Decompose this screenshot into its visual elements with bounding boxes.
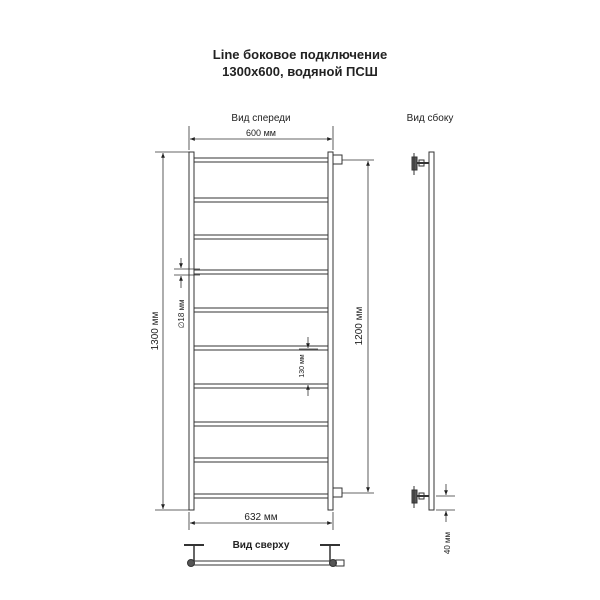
title-line-2: 1300х600, водяной ПСШ — [222, 64, 378, 79]
left-end-cap — [188, 560, 195, 567]
rung — [194, 458, 328, 462]
rung — [194, 494, 328, 498]
dim-tube-diameter: ∅18 мм — [177, 299, 186, 329]
rung — [194, 308, 328, 312]
rung — [194, 422, 328, 426]
dim-height-connection: 1200 мм — [354, 306, 365, 346]
top-connector — [333, 155, 342, 164]
dim-width-inner: 600 мм — [246, 128, 276, 138]
right-rail — [328, 152, 333, 510]
rungs — [194, 158, 328, 498]
title-line-1: Line боковое подключение — [212, 47, 388, 62]
left-rail — [189, 152, 194, 510]
rung — [194, 198, 328, 202]
dim-rung-spacing: 130 мм — [299, 354, 306, 378]
dim-diameter — [174, 258, 200, 288]
dim-wall-offset: 40 мм — [443, 531, 452, 555]
top-view-bar — [190, 561, 336, 565]
right-end-cap — [330, 560, 337, 567]
rung — [194, 158, 328, 162]
dim-40 — [436, 484, 455, 522]
side-view — [412, 152, 434, 510]
rung — [194, 235, 328, 239]
dim-width-outer: 632 мм — [244, 512, 278, 523]
dim-height-total: 1300 мм — [150, 311, 161, 351]
side-view-label: Вид сбоку — [406, 113, 454, 124]
rung — [194, 270, 328, 274]
front-view-label: Вид спереди — [231, 113, 291, 124]
front-view — [189, 152, 342, 510]
top-view-label: Вид сверху — [232, 540, 290, 551]
bottom-connector — [333, 488, 342, 497]
side-rail — [429, 152, 434, 510]
top-view-connector — [336, 560, 344, 566]
